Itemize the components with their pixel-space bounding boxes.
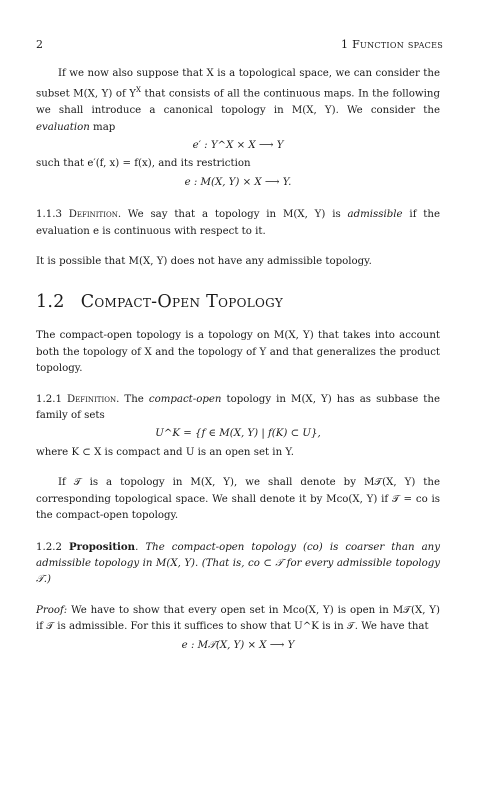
- definition-1-2-1: 1.2.1 Definition. The compact-open topology in M(X, Y) has as subbase the family of sets: [36, 393, 440, 422]
- proposition-1-2-2: 1.2.2 Proposition. The compact-open topology (co) is coarser than any admissible topology in M(X, Y). (That is, co ⊂ 𝒯 for every admissible topology 𝒯.): [36, 540, 440, 586]
- paragraph-where-k-compact: where K ⊂ X is compact and U is an open set in Y.: [36, 446, 295, 458]
- equation-restriction: e : M(X, Y) × X ⟶ Y.: [184, 176, 292, 188]
- paragraph-restriction: such that e′(f, x) = f(x), and its restriction: [36, 158, 251, 170]
- section-heading: [36, 292, 440, 312]
- section-title: Compact-Open Topology: [80, 292, 284, 313]
- equation-subbase: U^K = {f ∈ M(X, Y) | f(K) ⊂ U},: [155, 428, 321, 440]
- page-body: [36, 66, 440, 656]
- paragraph-no-admissible: It is possible that M(X, Y) does not have any admissible topology.: [36, 256, 372, 268]
- paragraph-compact-open-intro: The compact-open topology is a topology on M(X, Y) that takes into account both the topology of X and the topology of Y and that generalizes the product topology.: [36, 330, 440, 375]
- section-number: 1.2: [36, 292, 65, 313]
- page-number: 2: [36, 38, 43, 51]
- running-title: 1 Function spaces: [341, 38, 443, 51]
- page-header: [36, 38, 443, 54]
- equation-evaluation-t: e : M𝒯(X, Y) × X ⟶ Y: [181, 639, 295, 651]
- paragraph-evaluation-intro: If we now also suppose that X is a topological space, we can consider the subset M(X, Y) of $Y^X$ that consists of all the continuous maps. In the following we shall introduce a canonical topology in M(X, Y). We consider the evaluation map: [36, 68, 440, 133]
- proof-paragraph: Proof: We have to show that every open set in Mco(X, Y) is open in M𝒯(X, Y) if 𝒯 is admissible. For this it suffices to show that U^K is in 𝒯. We have that: [36, 604, 440, 633]
- equation-evaluation-map: e′ : Y^X × X ⟶ Y: [192, 140, 284, 152]
- definition-1-1-3: 1.1.3 Definition. We say that a topology in M(X, Y) is admissible if the evaluation e is continuous with respect to it.: [36, 209, 440, 237]
- paragraph-notation: If 𝒯 is a topology in M(X, Y), we shall denote by M𝒯(X, Y) the corresponding topological space. We shall denote it by Mco(X, Y) if 𝒯 = co is the compact-open topology.: [36, 477, 440, 522]
